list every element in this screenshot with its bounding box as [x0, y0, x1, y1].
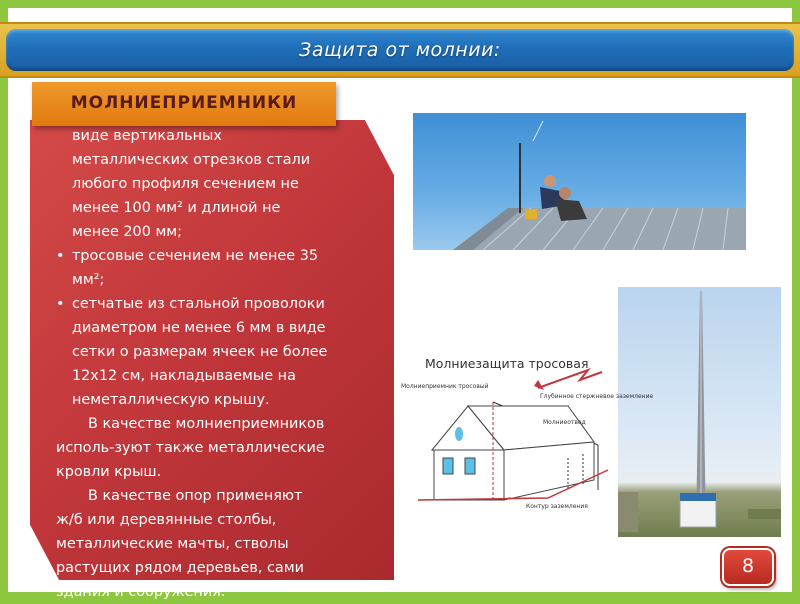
text-line: сетки о размерам ячеек не более	[72, 344, 328, 360]
text-line: сетчатые из стальной проволоки	[72, 296, 325, 312]
paragraph	[56, 412, 380, 484]
label-kontur: Контур заземления	[526, 503, 588, 510]
text-line: 12х12 см, накладываемые на	[72, 368, 296, 384]
title-banner-inner	[6, 29, 794, 71]
title-banner	[0, 22, 800, 78]
page-number-badge	[722, 548, 774, 586]
section-tab	[32, 82, 336, 126]
text-line: виде вертикальных	[72, 128, 222, 144]
label-trosovoy: Молниеприемник тросовый	[401, 383, 489, 390]
bullet-item	[56, 244, 380, 292]
roof-workers-photo	[413, 113, 746, 250]
section-label: МОЛНИЕПРИЕМНИКИ	[70, 93, 298, 113]
panel-text	[56, 124, 380, 604]
text-line: В качестве молниеприемников	[88, 416, 325, 432]
lightning-mast-photo	[618, 287, 781, 537]
text-line: исполь-зуют также металлические	[56, 440, 325, 456]
mast-illustration	[618, 287, 781, 537]
text-line: тросовые сечением не менее 35	[72, 248, 319, 264]
text-line: менее 200 мм;	[72, 224, 183, 240]
text-line: неметаллическую крышу.	[72, 392, 270, 408]
text-line: металлические мачты, стволы	[56, 536, 289, 552]
diagram-title: Молниезащита тросовая	[425, 356, 589, 371]
text-line: любого профиля сечением не	[72, 176, 299, 192]
bullet-item	[56, 292, 380, 412]
page-number: 8	[741, 555, 755, 577]
slide-title: Защита от молнии:	[299, 39, 501, 61]
label-zazemlenie: Глубинное стержневое заземление	[540, 393, 654, 400]
paragraph	[56, 484, 380, 604]
text-line: В качестве опор применяют	[88, 488, 303, 504]
label-molniootvod: Молниеотвод	[543, 419, 586, 426]
roof-workers-illustration	[413, 113, 746, 250]
text-line: мм²;	[72, 272, 105, 288]
bullet-icon: •	[56, 248, 65, 264]
text-line: кровли крыш.	[56, 464, 162, 480]
cable-protection-diagram	[398, 350, 654, 520]
text-line: ж/б или деревянные столбы,	[56, 512, 277, 528]
bullet-icon: •	[56, 296, 65, 312]
text-line: диаметром не менее 6 мм в виде	[72, 320, 326, 336]
text-line: менее 100 мм² и длиной не	[72, 200, 281, 216]
body-text	[56, 124, 380, 244]
text-line: растущих рядом деревьев, сами	[56, 560, 304, 576]
text-line: здания и сооружения.	[56, 584, 226, 600]
text-line: металлических отрезков стали	[72, 152, 311, 168]
diagram-drawing	[398, 350, 654, 520]
